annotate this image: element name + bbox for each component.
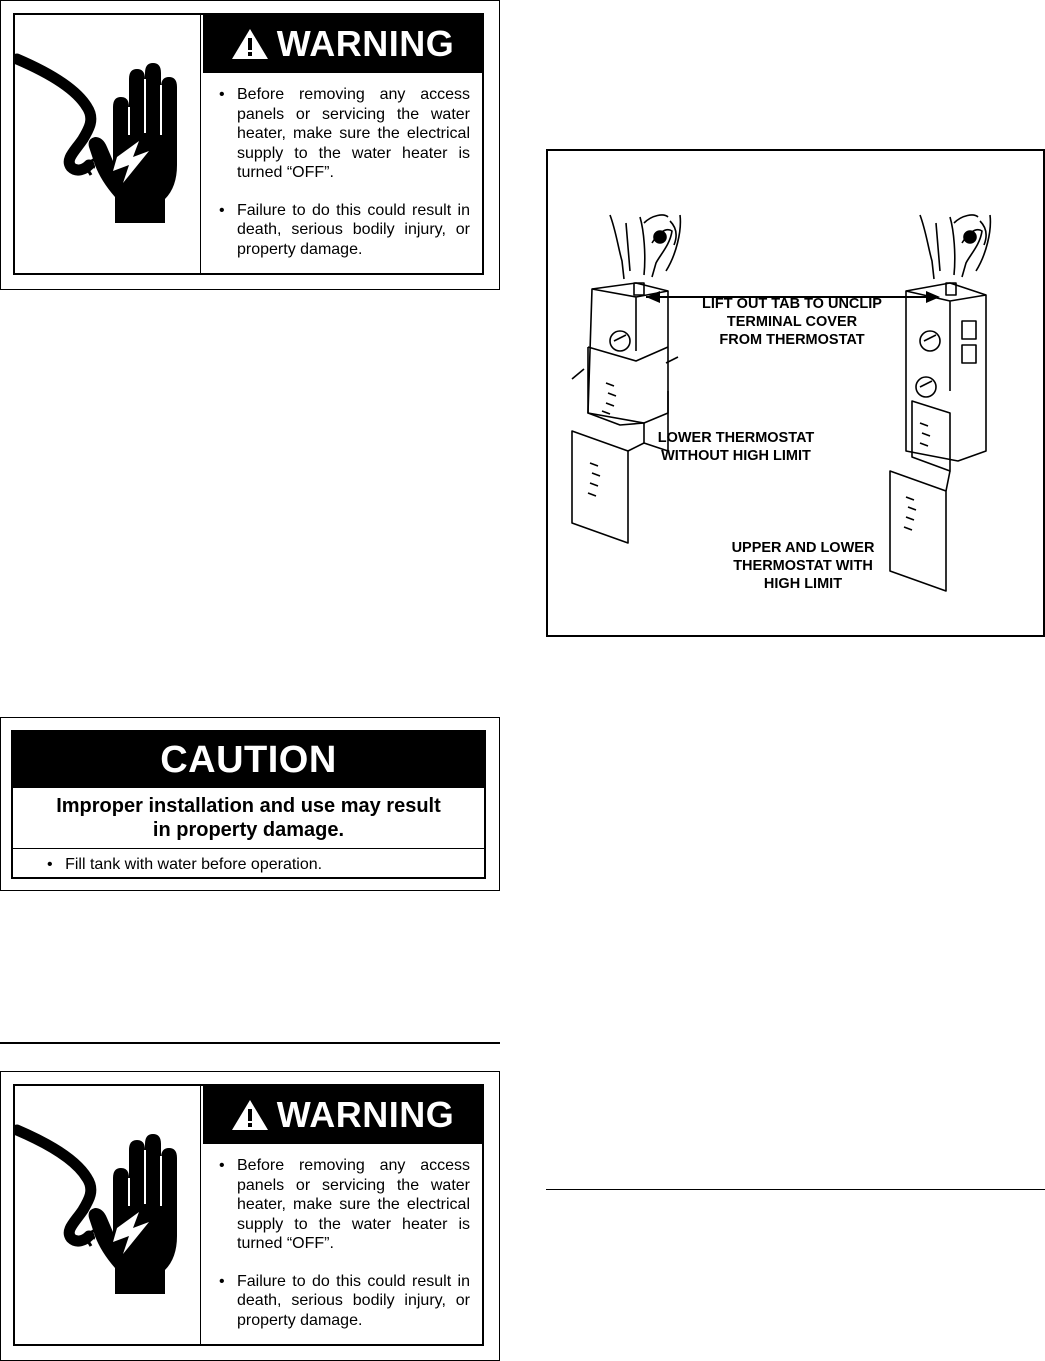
warning-title: WARNING — [276, 23, 455, 64]
bullet: • — [47, 856, 53, 873]
warning-box-bottom — [0, 1071, 500, 1361]
caution-box — [0, 717, 500, 891]
warning-item — [211, 1272, 470, 1331]
warning-list — [211, 1156, 470, 1348]
caution-panel — [11, 730, 486, 879]
label-line: TERMINAL COVER — [726, 314, 858, 330]
label-line: LIFT OUT TAB TO UNCLIP — [702, 296, 882, 312]
label-line: FROM THERMOSTAT — [719, 332, 865, 348]
warning-item — [211, 201, 470, 260]
alert-triangle-icon — [231, 1098, 269, 1132]
warning-list — [211, 85, 470, 277]
warning-box-top — [0, 0, 500, 290]
caution-subtitle-line: in property damage. — [152, 819, 345, 841]
caution-subtitle — [13, 788, 484, 849]
label-line: WITHOUT HIGH LIMIT — [661, 448, 811, 464]
warning-panel — [13, 1084, 484, 1346]
warning-item-text: Failure to do this could result in death, serious bodily injury, or property damage. — [237, 1272, 470, 1329]
thermostat-figure — [546, 149, 1045, 637]
caution-title: CAUTION — [13, 732, 484, 788]
warning-panel — [13, 13, 484, 275]
label-lift-tab — [686, 295, 898, 349]
label-line: HIGH LIMIT — [763, 576, 843, 592]
label-line: THERMOSTAT WITH — [733, 558, 873, 574]
bullet: • — [219, 1272, 225, 1290]
warning-header — [203, 1086, 482, 1144]
section-divider — [0, 1042, 500, 1044]
warning-item — [211, 85, 470, 183]
caution-item — [47, 856, 322, 874]
warning-header — [203, 15, 482, 73]
warning-item-text: Failure to do this could result in death, serious bodily injury, or property damage. — [237, 201, 470, 258]
warning-item-text: Before removing any access panels or servicing the water heater, make sure the electrical supply to the water heater is turned “OFF”. — [237, 86, 470, 181]
warning-title: WARNING — [276, 1094, 455, 1135]
label-lower-thermostat — [646, 429, 826, 465]
warning-item-text: Before removing any access panels or servicing the water heater, make sure the electrical supply to the water heater is turned “OFF”. — [237, 1157, 470, 1252]
caution-subtitle-line: Improper installation and use may result — [56, 795, 441, 817]
label-line: LOWER THERMOSTAT — [657, 430, 815, 446]
alert-triangle-icon — [231, 27, 269, 61]
section-divider — [546, 1189, 1045, 1190]
label-upper-lower-thermostat — [714, 539, 892, 593]
bullet: • — [219, 201, 225, 219]
caution-item-text: Fill tank with water before operation. — [65, 856, 323, 873]
bullet: • — [219, 86, 225, 103]
label-line: UPPER AND LOWER — [731, 540, 875, 556]
warning-item — [211, 1156, 470, 1254]
electric-shock-hand-icon — [15, 1086, 201, 1344]
bullet: • — [219, 1157, 225, 1174]
electric-shock-hand-icon — [15, 15, 201, 273]
